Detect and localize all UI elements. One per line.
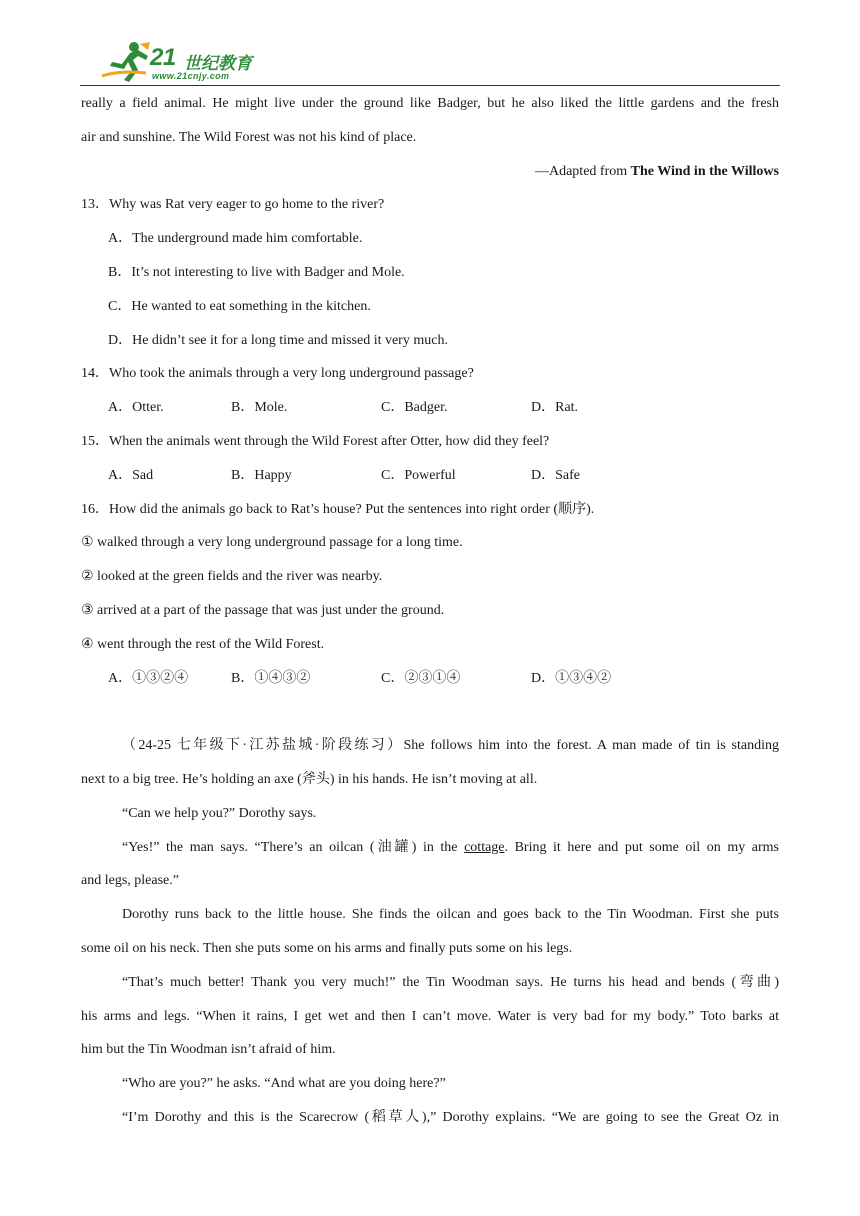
passage2-line: “That’s much better! Thank you very much!” the Tin Woodman says. He turns his head and bends (弯曲)	[122, 974, 779, 990]
question-15-option-c: C．Powerful	[381, 467, 456, 483]
question-13-option-d: D．He didn’t see it for a long time and missed it very much.	[108, 332, 448, 348]
underlined-word: cottage	[464, 839, 505, 855]
question-14-stem: 14．Who took the animals through a very long underground passage?	[81, 366, 474, 382]
passage-line: air and sunshine. The Wild Forest was not his kind of place.	[81, 129, 417, 145]
logo-number: 21	[150, 44, 176, 71]
question-16-sentence-1: ① walked through a very long underground passage for a long time.	[81, 535, 463, 551]
question-14-option-b: B．Mole.	[231, 400, 288, 416]
question-14-option-d: D．Rat.	[531, 400, 579, 416]
passage2-line: his arms and legs. “When it rains, I get wet and then I can’t move. Water is very bad for my body.” Toto barks at	[81, 1008, 779, 1024]
passage2-line: him but the Tin Woodman isn’t afraid of him.	[81, 1042, 336, 1058]
question-16-option-a: A．①③②④	[108, 670, 189, 686]
question-16-stem: 16．How did the animals go back to Rat’s house? Put the sentences into right order (顺序).	[81, 501, 595, 517]
passage2-line: （24-25 七年级下·江苏盐城·阶段练习）She follows him into the forest. A man made of tin is standing	[122, 738, 779, 754]
question-15-option-d: D．Safe	[531, 467, 580, 483]
site-logo	[100, 40, 270, 84]
question-16-sentence-4: ④ went through the rest of the Wild Forest.	[81, 636, 325, 652]
question-13-option-b: B．It’s not interesting to live with Badger and Mole.	[108, 264, 405, 280]
question-16-sentence-2: ② looked at the green fields and the river was nearby.	[81, 569, 383, 585]
passage2-line: “Who are you?” he asks. “And what are you doing here?”	[122, 1076, 446, 1092]
runner-icon	[100, 40, 152, 84]
page-header	[0, 0, 860, 90]
question-13-option-c: C．He wanted to eat something in the kitchen.	[108, 298, 371, 314]
passage2-line: some oil on his neck. Then she puts some on his arms and finally puts some on his legs.	[81, 940, 573, 956]
logo-url: www.21cnjy.com	[152, 71, 230, 81]
question-14-options	[81, 391, 779, 425]
question-15-options	[81, 459, 779, 493]
source-attribution	[81, 155, 779, 189]
passage2-line: and legs, please.”	[81, 873, 179, 889]
passage-line: really a field animal. He might live under the ground like Badger, but he also liked the little gardens and the fresh	[81, 96, 779, 111]
question-15-option-b: B．Happy	[231, 467, 292, 483]
source-title: The Wind in the Willows	[630, 163, 779, 179]
question-16-option-b: B．①④③②	[231, 670, 311, 686]
question-14-option-c: C．Badger.	[381, 400, 448, 416]
passage2-text: . Bring it here and put some oil on my arms	[504, 839, 779, 855]
question-16-sentence-3: ③ arrived at a part of the passage that was just under the ground.	[81, 602, 445, 618]
passage2-line: “Can we help you?” Dorothy says.	[122, 805, 317, 821]
logo-chinese-text: 世纪教育	[184, 54, 252, 74]
question-16-option-c: C．②③①④	[381, 670, 461, 686]
question-15-stem: 15．When the animals went through the Wild Forest after Otter, how did they feel?	[81, 433, 550, 449]
question-13-option-a: A．The underground made him comfortable.	[108, 231, 363, 247]
question-16-options	[81, 662, 779, 696]
question-15-option-a: A．Sad	[108, 467, 154, 483]
header-divider	[80, 85, 780, 86]
source-prefix: —Adapted from	[534, 163, 631, 179]
passage2-line	[81, 831, 779, 865]
document-body	[81, 87, 779, 1135]
passage2-line: next to a big tree. He’s holding an axe (斧头) in his hands. He isn’t moving at all.	[81, 771, 538, 787]
passage2-line: Dorothy runs back to the little house. She finds the oilcan and goes back to the Tin Woodman. First she puts	[122, 907, 779, 923]
section-spacer	[81, 695, 779, 729]
passage2-line: “I’m Dorothy and this is the Scarecrow (稻草人),” Dorothy explains. “We are going to see the Great Oz in	[122, 1109, 779, 1125]
question-13-stem: 13．Why was Rat very eager to go home to the river?	[81, 197, 385, 213]
passage2-text: “Yes!” the man says. “There’s an oilcan (油罐) in the	[122, 839, 465, 855]
question-14-option-a: A．Otter.	[108, 400, 164, 416]
question-16-option-d: D．①③④②	[531, 670, 612, 686]
